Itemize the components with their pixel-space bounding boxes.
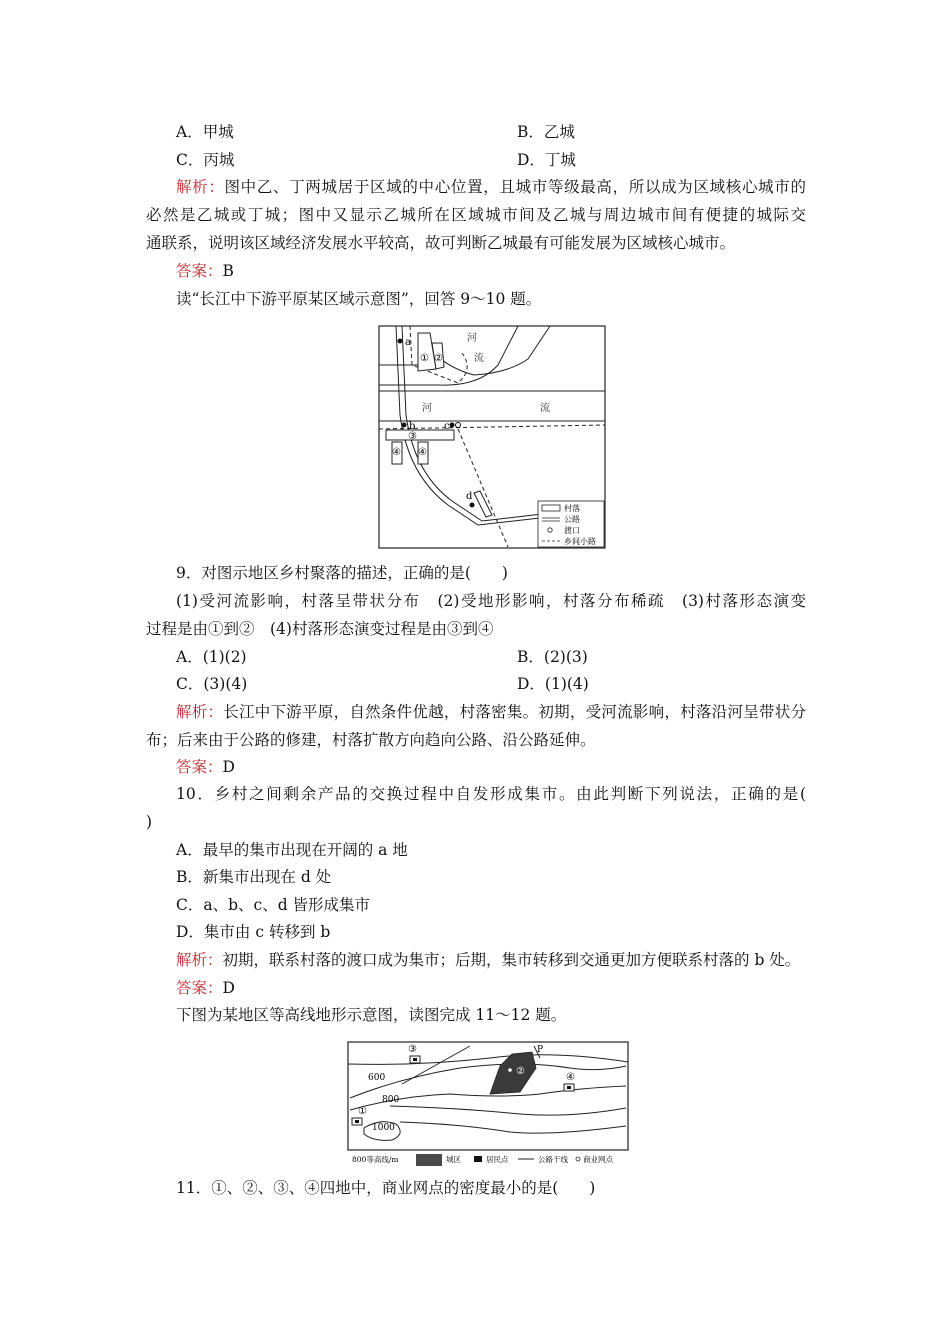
village-label-3: ③ [408,431,417,442]
river-label-mid-2: 流 [540,403,550,414]
q10-analysis [176,949,800,971]
village-label-4a: ④ [392,447,401,458]
contour-map [340,1038,636,1170]
q8-analysis-line1 [176,176,806,198]
q10-stem-line1: 10．乡村之间剩余产品的交换过程中自发形成集市。由此判断下列说法，正确的是( [176,785,806,803]
contour-label-1000: 1000 [372,1123,395,1133]
answer-label: 答案： [176,262,223,280]
point-label-b: b [409,421,416,432]
q10-option-c: C．a、b、c、d 皆形成集市 [176,896,371,914]
analysis-text: 长江中下游平原，自然条件优越，村落密集。初期，受河流影响，村落沿河呈带状分 [223,703,806,721]
analysis-label: 解析： [176,951,223,969]
point-label-p: P [537,1045,544,1055]
q10-stem-line2: ) [146,813,153,831]
site-label-3: ③ [408,1044,417,1055]
point-label-d: d [466,491,473,502]
analysis-label: 解析： [176,178,225,196]
city-commercial-point [508,1068,512,1072]
contour-label-600: 600 [368,1073,386,1083]
point-label-a: a [405,337,411,348]
q8-option-d: D．丁城 [517,151,576,169]
river-label-top-1: 河 [467,333,477,344]
q8-analysis-line2: 必然是乙城或丁城；图中又显示乙城所在区域城市间及乙城与周边城市间有便捷的城际交 [146,206,806,224]
contour-label-800: 800 [382,1095,400,1105]
q10-answer [176,977,235,999]
point-d [470,503,475,508]
q9-option-c: C．(3)(4) [176,675,248,693]
legend-city-label: 城区 [446,1155,461,1164]
q8-answer [176,260,234,282]
legend-road-label: 公路 [564,515,580,524]
q11-stem: 11．①、②、③、④四地中，商业网点的密度最小的是( ) [176,1179,596,1197]
answer-value: D [222,758,235,776]
q8-analysis-line3: 通联系，说明该区域经济发展水平较高，故可判断乙城最有可能发展为区域核心城市。 [146,234,736,252]
q9-analysis-line2: 布；后来由于公路的修建，村落扩散方向趋向公路、沿公路延伸。 [146,731,596,749]
settlement-1-dot [355,1120,359,1123]
answer-value: D [222,979,235,997]
legend-path-label: 乡间小路 [564,537,596,546]
village-label-1: ① [420,353,429,364]
village-label-4b: ④ [418,447,427,458]
legend-city-icon [416,1154,442,1166]
legend-village-label: 村落 [564,504,580,513]
legend-village-icon [542,505,560,511]
site-label-1: ① [358,1106,367,1117]
village-map [378,325,606,549]
legend-ferry-label: 渡口 [564,526,580,535]
analysis-text: 初期，联系村落的渡口成为集市；后期，集市转移到交通更加方便联系村落的 b 处。 [222,951,801,969]
legend-ferry-icon [548,528,552,532]
analysis-label: 解析： [176,703,224,721]
answer-label: 答案： [176,758,223,776]
q9-option-b: B．(2)(3) [517,648,588,666]
q9-stem: 9．对图示地区乡村聚落的描述，正确的是( ) [176,564,508,582]
legend-commercial-icon [576,1157,580,1161]
q10-option-d: D．集市由 c 转移到 b [176,923,331,941]
legend-contour-label: 800等高线/m [352,1155,399,1164]
intro-11-12: 下图为某地区等高线地形示意图，读图完成 11～12 题。 [176,1006,567,1024]
q9-analysis-line1 [176,701,806,723]
q9-option-d: D．(1)(4) [517,675,589,693]
legend-settlement-label: 居民点 [486,1155,509,1164]
legend-commercial-label: 商业网点 [583,1155,613,1164]
river-label-mid-1: 河 [422,403,432,414]
analysis-text: 图中乙、丁两城居于区域的中心位置，且城市等级最高，所以成为区域核心城市的 [224,178,806,196]
settlement-4-dot [567,1086,571,1089]
answer-value: B [222,262,234,280]
point-c [450,423,455,428]
q9-answer [176,756,235,778]
village-label-2: ② [434,353,443,364]
q8-option-b: B．乙城 [517,123,575,141]
legend-highway-label: 公路干线 [538,1155,568,1164]
q9-items-line2: 过程是由①到② (4)村落形态演变过程是由③到④ [146,620,494,638]
settlement-3-dot [413,1058,417,1061]
ferry-point [456,423,461,428]
q9-option-a: A．(1)(2) [176,648,247,666]
site-label-2: ② [516,1066,525,1077]
site-label-4: ④ [566,1072,575,1083]
q8-option-a: A．甲城 [176,123,234,141]
q8-option-c: C．丙城 [176,151,235,169]
river-label-top-2: 流 [474,353,484,364]
legend-settlement-icon [474,1156,482,1162]
point-label-c: c [444,421,450,432]
intro-9-10: 读“长江中下游平原某区域示意图”，回答 9～10 题。 [176,290,542,308]
answer-label: 答案： [176,979,223,997]
point-b [402,423,407,428]
q10-option-b: B．新集市出现在 d 处 [176,868,332,886]
q9-items-line1: (1)受河流影响，村落呈带状分布 (2)受地形影响，村落分布稀疏 (3)村落形态演变 [176,592,806,610]
point-a [398,339,403,344]
q10-option-a: A．最早的集市出现在开阔的 a 地 [176,841,408,859]
